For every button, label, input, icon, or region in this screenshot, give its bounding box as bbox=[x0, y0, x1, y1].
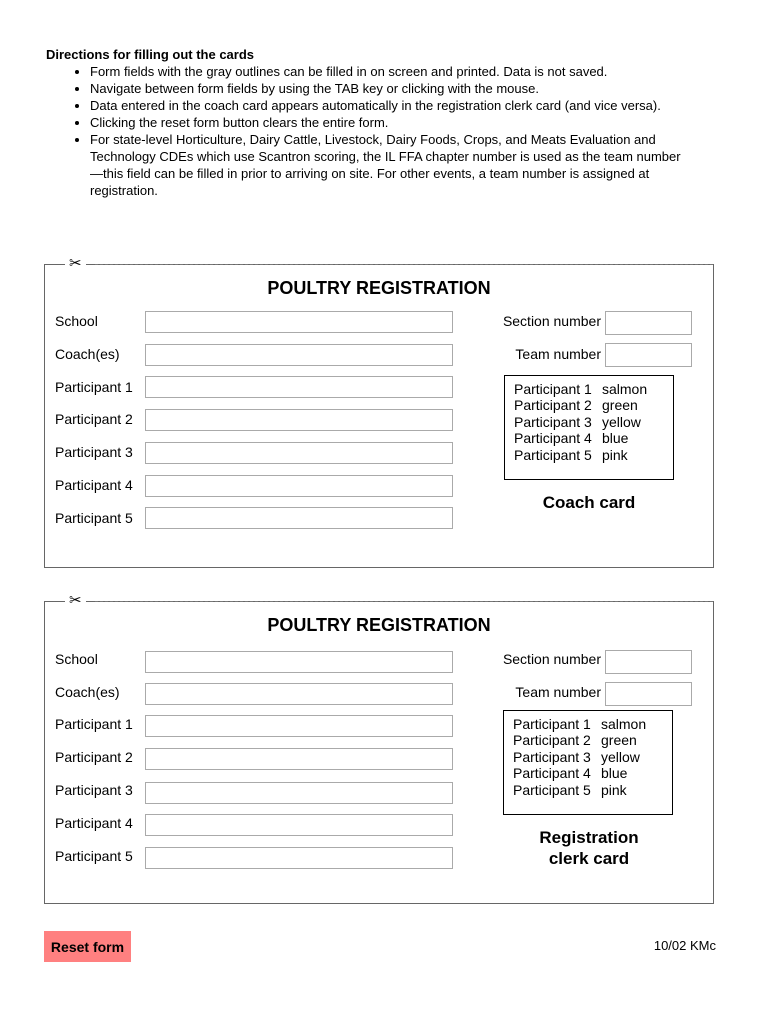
participant-5-label: Participant 5 bbox=[55, 848, 133, 864]
directions-list bbox=[46, 63, 686, 199]
color-key-color: pink bbox=[601, 781, 627, 798]
school-label: School bbox=[55, 313, 98, 329]
participant-2-label: Participant 2 bbox=[55, 411, 133, 427]
team-number-label: Team number bbox=[515, 684, 601, 700]
color-key-color: yellow bbox=[601, 748, 640, 765]
color-key-row bbox=[514, 381, 673, 397]
color-key-row bbox=[513, 716, 672, 732]
school-input[interactable] bbox=[145, 311, 453, 333]
color-key-row bbox=[514, 430, 673, 446]
color-key-color: blue bbox=[602, 430, 629, 447]
participant-2-input[interactable] bbox=[145, 409, 453, 431]
school-label: School bbox=[55, 651, 98, 667]
participant-1-input[interactable] bbox=[145, 715, 453, 737]
coach-input[interactable] bbox=[145, 683, 453, 705]
participant-3-label: Participant 3 bbox=[55, 782, 133, 798]
card-name-line: Registration bbox=[539, 828, 639, 847]
participant-2-input[interactable] bbox=[145, 748, 453, 770]
participant-5-input[interactable] bbox=[145, 507, 453, 529]
registration-clerk-card bbox=[44, 592, 714, 904]
coach-card bbox=[44, 255, 714, 568]
color-key-row bbox=[513, 732, 672, 748]
participant-color-key bbox=[504, 375, 674, 480]
scissors-icon: ✂ bbox=[65, 256, 86, 272]
card-title: POULTRY REGISTRATION bbox=[267, 615, 491, 635]
section-number-label: Section number bbox=[502, 313, 601, 329]
footer-version: 10/02 KMc bbox=[653, 938, 716, 953]
participant-2-label: Participant 2 bbox=[55, 749, 133, 765]
directions-title: Directions for filling out the cards bbox=[46, 47, 255, 62]
participant-5-label: Participant 5 bbox=[55, 510, 133, 526]
reset-form-button[interactable]: Reset form bbox=[44, 931, 131, 962]
participant-4-label: Participant 4 bbox=[55, 477, 133, 493]
card-name bbox=[504, 827, 674, 869]
participant-3-label: Participant 3 bbox=[55, 444, 133, 460]
card-name-line: clerk card bbox=[548, 849, 630, 868]
participant-4-input[interactable] bbox=[145, 814, 453, 836]
color-key-color: salmon bbox=[602, 381, 648, 397]
color-key-row bbox=[514, 447, 673, 463]
color-key-row bbox=[514, 397, 673, 413]
team-number-input[interactable] bbox=[605, 343, 692, 367]
section-number-label: Section number bbox=[502, 651, 601, 667]
participant-1-input[interactable] bbox=[145, 376, 453, 398]
coach-label: Coach(es) bbox=[55, 684, 120, 700]
directions-item: • Form fields with the gray outlines can be filled in on screen and printed. Data is not saved. bbox=[90, 63, 686, 80]
color-key-participant: Participant 1 bbox=[513, 716, 591, 732]
color-key-color: blue bbox=[601, 765, 628, 782]
color-key-color: green bbox=[602, 397, 638, 414]
team-number-label: Team number bbox=[515, 346, 601, 362]
scissors-icon: ✂ bbox=[65, 593, 86, 609]
participant-4-input[interactable] bbox=[145, 475, 453, 497]
coach-label: Coach(es) bbox=[55, 346, 120, 362]
cut-line bbox=[95, 264, 713, 265]
directions-item: • Data entered in the coach card appears automatically in the registration clerk card (and vice versa). bbox=[90, 97, 686, 114]
cut-line bbox=[95, 601, 713, 602]
participant-1-label: Participant 1 bbox=[55, 379, 133, 395]
directions bbox=[46, 46, 686, 199]
color-key-row bbox=[514, 414, 673, 430]
participant-3-input[interactable] bbox=[145, 442, 453, 464]
color-key-color: pink bbox=[602, 446, 628, 463]
color-key-row bbox=[513, 782, 672, 798]
color-key-participant: Participant 3 bbox=[514, 413, 592, 430]
color-key-row bbox=[513, 765, 672, 781]
color-key-participant: Participant 5 bbox=[513, 781, 591, 798]
color-key-participant: Participant 3 bbox=[513, 748, 591, 765]
participant-4-label: Participant 4 bbox=[55, 815, 133, 831]
color-key-color: salmon bbox=[601, 716, 647, 732]
participant-5-input[interactable] bbox=[145, 847, 453, 869]
directions-item: • For state-level Horticulture, Dairy Cattle, Livestock, Dairy Foods, Crops, and Meats Evaluation and Technology CDEs which use Scantron scoring, the IL FFA chapter number is used as the team number—this field can be filled in prior to arriving on site. For other events, a team number is assigned at registration. bbox=[90, 131, 686, 199]
card-name: Coach card bbox=[542, 493, 636, 512]
directions-item: • Clicking the reset form button clears the entire form. bbox=[90, 114, 686, 131]
school-input[interactable] bbox=[145, 651, 453, 673]
section-number-input[interactable] bbox=[605, 650, 692, 674]
participant-3-input[interactable] bbox=[145, 782, 453, 804]
color-key-participant: Participant 2 bbox=[514, 397, 592, 414]
color-key-color: green bbox=[601, 732, 637, 749]
color-key-row bbox=[513, 749, 672, 765]
color-key-participant: Participant 4 bbox=[514, 430, 592, 447]
color-key-participant: Participant 4 bbox=[513, 765, 591, 782]
coach-input[interactable] bbox=[145, 344, 453, 366]
team-number-input[interactable] bbox=[605, 682, 692, 706]
color-key-participant: Participant 5 bbox=[514, 446, 592, 463]
color-key-participant: Participant 2 bbox=[513, 732, 591, 749]
card-title: POULTRY REGISTRATION bbox=[267, 278, 491, 298]
color-key-color: yellow bbox=[602, 413, 641, 430]
section-number-input[interactable] bbox=[605, 311, 692, 335]
participant-color-key bbox=[503, 710, 673, 815]
color-key-participant: Participant 1 bbox=[514, 381, 592, 397]
participant-1-label: Participant 1 bbox=[55, 716, 133, 732]
directions-item: • Navigate between form fields by using the TAB key or clicking with the mouse. bbox=[90, 80, 686, 97]
